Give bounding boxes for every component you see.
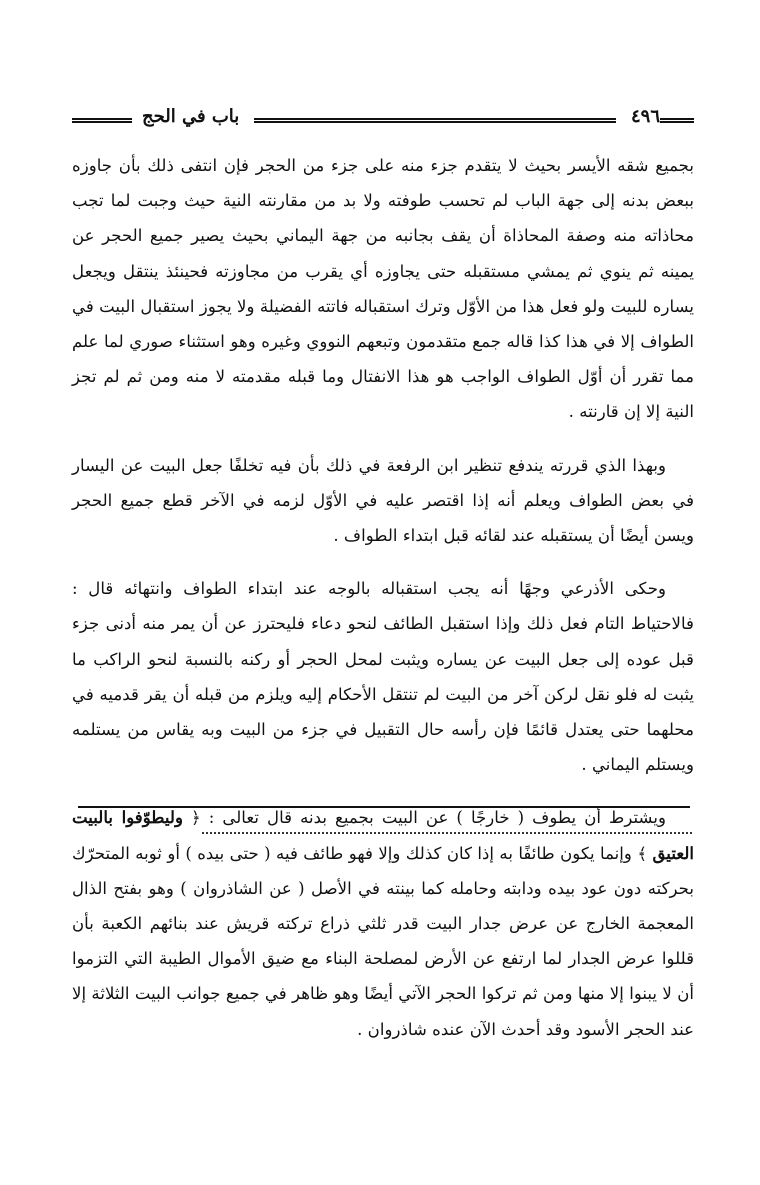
paragraph-4-lead: ويشترط أن يطوف ( خارجًا ) عن البيت بجميع بدنه قال تعالى : ﴿ [182,808,666,828]
quran-verse: وليطوّفوا بالبيت العتيق [72,807,694,863]
chapter-title: باب في الحج [142,106,240,127]
page-header [72,108,694,132]
header-rule-left [72,118,132,123]
footnote-divider [78,806,690,808]
page-number: ٤٩٦ [630,106,660,127]
paragraph-2: وبهذا الذي قررته يندفع تنظير ابن الرفعة في ذلك بأن فيه تخلفًا جعل البيت عن اليسار في بعض الطواف ويعلم أنه إذا اقتصر عليه في الأوّل لزمه في الآخر قطع جميع الحجر ويسن أيضًا أن يستقبله عند لقائه قبل ابتداء الطواف . [72,455,694,546]
paragraph-3: وحكى الأذرعي وجهًا أنه يجب استقباله بالوجه عند ابتداء الطواف وانتهائه قال : فالاحتياط التام فعل ذلك وإذا استقبل الطائف لنحو دعاء فليحترز عن أن يمر منه أدنى جزء قبل عوده إلى جعل البيت عن يساره ويثبت لمحل الحجر أو ركنه بالنسبة لنحو الراكب ما يثبت له فلو نقل لركن آخر من البيت لم تنتقل الأحكام إليه ويلزم من قبله أن يقر قدميه في محلهما حتى يعتدل قائمًا فإن رأسه حال التقبيل في جزء من البيت وبه يقاس من يستلمه ويستلم اليماني . [72,579,694,775]
header-rule-middle [254,118,616,123]
header-rule-right [660,118,694,123]
paragraph-4-rest: ﴾ وإنما يكون طائفًا به إذا كان كذلك وإلا فهو طائف فيه ( حتى بيده ) أو ثوبه المتحرّك بحركته دون عود بيده ودابته وحامله كما بينته في الأصل ( عن الشاذروان ) وهو بفتح الذال المعجمة الخارج عن عرض جدار البيت قدر ثلثي ذراع تركته قريش عند بنائهم الكعبة بأن قللوا عرض الجدار لما ارتفع عن الأرض لمصلحة البناء مع ضيق الأموال الطيبة التي التزموا أن لا يبنوا إلا منها ومن ثم تركوا الحجر الآتي أيضًا وهو ظاهر في جميع جوانب البيت الثلاثة إلا عند الحجر الأسود وقد أحدث الآن عنده شاذروان . [72,843,694,1039]
page-body [72,148,694,1065]
footnote-dotted-line [202,832,692,838]
book-page [72,96,694,1156]
paragraph-1: بجميع شقه الأيسر بحيث لا يتقدم جزء منه على جزء من الحجر فإن انتفى ذلك بأن جاوزه ببعض بدنه إلى جهة الباب لم تحسب طوفته ولا بد من مقارنته النية حيث وجبت لما تجب محاذاته منه وصفة المحاذاة أن يقف بجانبه من جهة اليماني بحيث يصير جميع الحجر عن يمينه ثم ينوي ثم يمشي مستقبله حتى يجاوزه أي يقرب من مجاوزته فحينئذ ينتقل ويجعل يساره للبيت ولو فعل هذا من الأوّل وترك استقباله فاتته الفضيلة ولا يجوز استقبال البيت في الطواف إلا في هذا كذا قاله جمع متقدمون وتبعهم النووي وغيره وهو استثناء صوري لما علم مما تقرر أن أوّل الطواف الواجب هو هذا الانفتال وما قبله مقدمته لا منه ومن ثم لم تجز النية إلا إن قارنته . [72,156,694,422]
